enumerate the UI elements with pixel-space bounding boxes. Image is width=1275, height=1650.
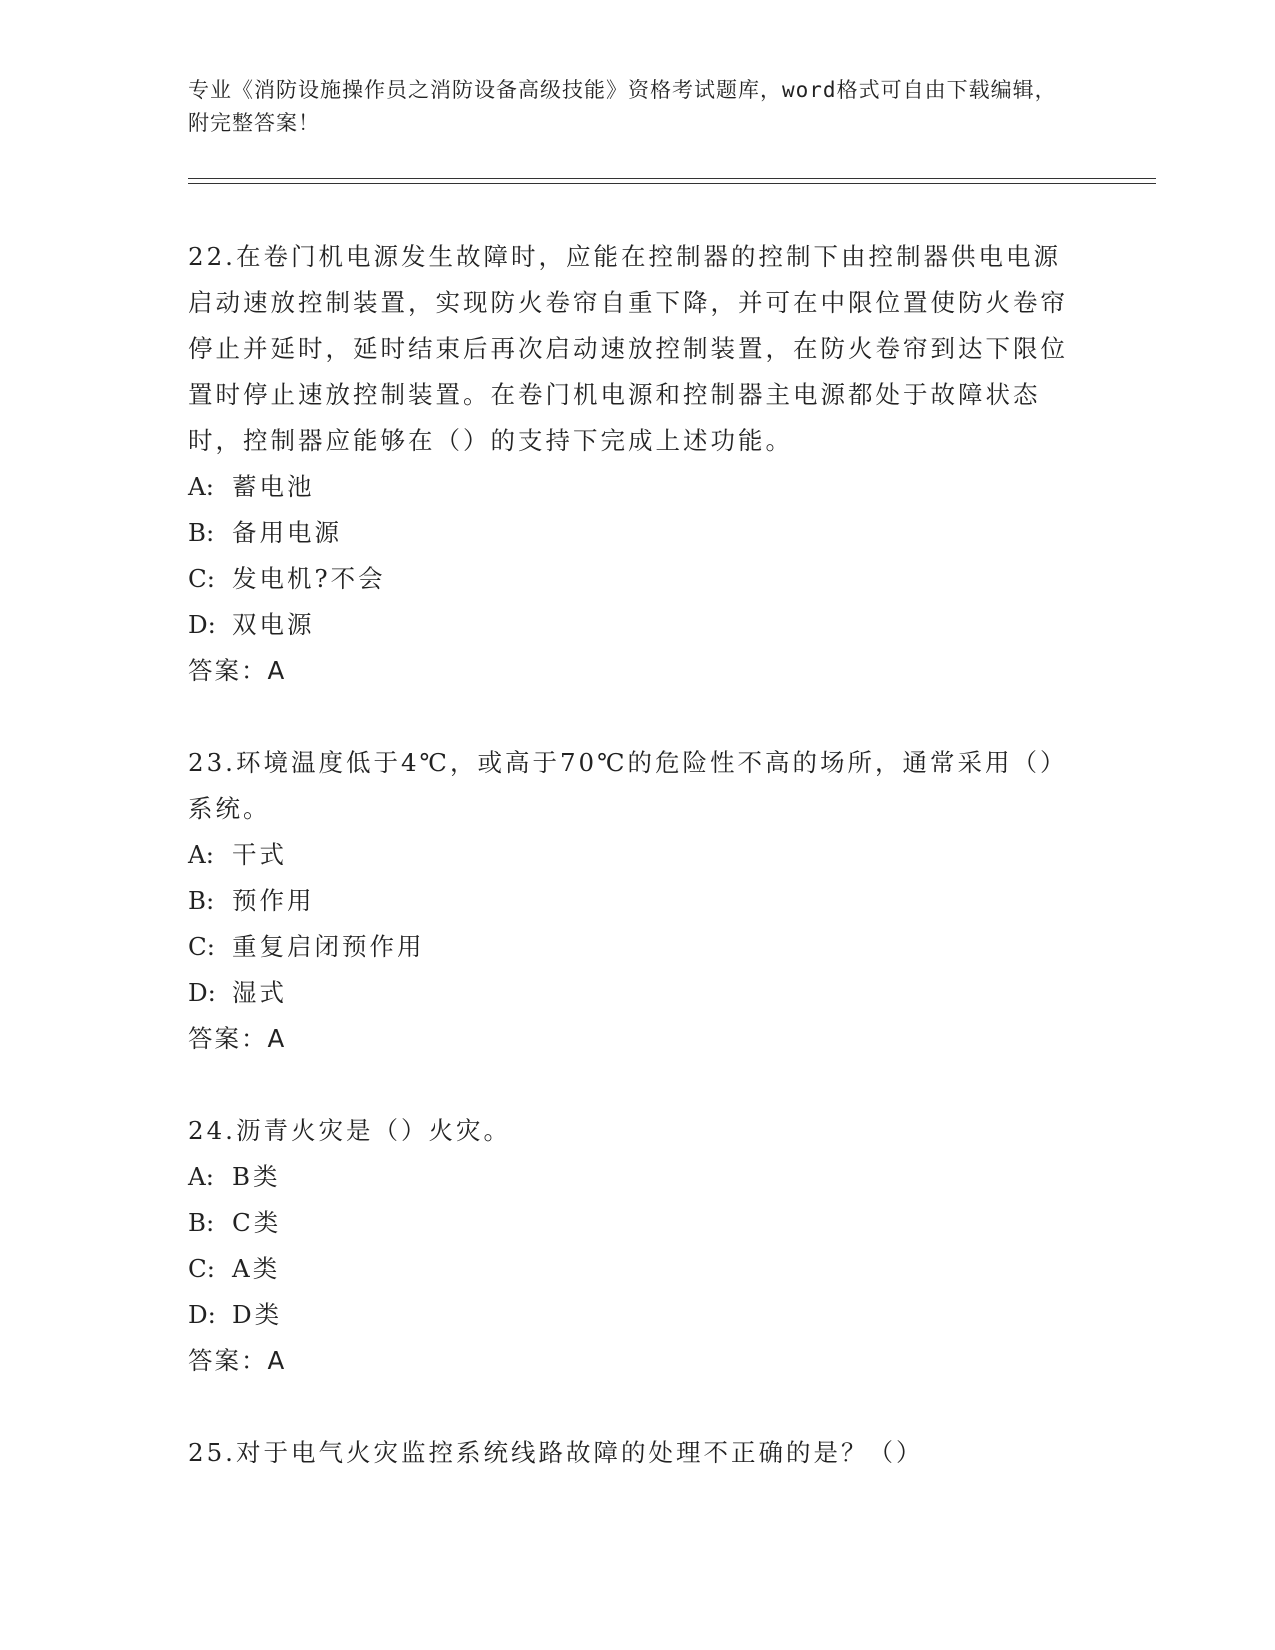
- option-text: 湿式: [232, 978, 287, 1007]
- header-divider-bottom: [188, 183, 1156, 184]
- header-divider-top: [188, 178, 1156, 179]
- option-letter: D:: [188, 610, 216, 639]
- option-text: 干式: [232, 840, 287, 869]
- option-letter: A:: [188, 840, 214, 869]
- option-d: [188, 602, 1078, 648]
- option-text: A类: [232, 1254, 281, 1283]
- answer-line: 答案：A: [188, 1024, 287, 1053]
- option-letter: C:: [188, 564, 216, 593]
- option-text: 备用电源: [232, 518, 342, 547]
- question-list: [188, 234, 1078, 1522]
- option-letter: D:: [188, 1300, 216, 1329]
- option-c: [188, 1246, 1078, 1292]
- option-letter: B:: [188, 1208, 215, 1237]
- option-text: D类: [232, 1300, 283, 1329]
- option-letter: A:: [188, 1162, 214, 1191]
- question-stem: 25.对于电气火灾监控系统线路故障的处理不正确的是？（）: [188, 1438, 924, 1467]
- option-text: C类: [232, 1208, 282, 1237]
- option-c: [188, 556, 1078, 602]
- option-b: [188, 878, 1078, 924]
- option-c: [188, 924, 1078, 970]
- question-23: [188, 740, 1078, 1062]
- option-letter: D:: [188, 978, 216, 1007]
- question-22: [188, 234, 1078, 694]
- option-text: 预作用: [232, 886, 315, 915]
- option-a: [188, 1154, 1078, 1200]
- question-stem: 23.环境温度低于4℃，或高于70℃的危险性不高的场所，通常采用（）系统。: [188, 748, 1068, 823]
- question-stem: 24.沥青火灾是（）火灾。: [188, 1116, 511, 1145]
- option-text: 双电源: [232, 610, 315, 639]
- question-25: [188, 1430, 1078, 1476]
- option-b: [188, 510, 1078, 556]
- option-letter: C:: [188, 932, 216, 961]
- answer-line: 答案：A: [188, 1346, 287, 1375]
- option-text: 蓄电池: [232, 472, 315, 501]
- option-text: 重复启闭预作用: [232, 932, 425, 961]
- option-letter: B:: [188, 518, 215, 547]
- option-text: B类: [232, 1162, 281, 1191]
- option-d: [188, 970, 1078, 1016]
- option-a: [188, 464, 1078, 510]
- answer-line: 答案：A: [188, 656, 287, 685]
- option-d: [188, 1292, 1078, 1338]
- option-a: [188, 832, 1078, 878]
- option-letter: B:: [188, 886, 215, 915]
- option-letter: C:: [188, 1254, 216, 1283]
- option-b: [188, 1200, 1078, 1246]
- question-stem: 22.在卷门机电源发生故障时，应能在控制器的控制下由控制器供电电源启动速放控制装置，实现防火卷帘自重下降，并可在中限位置使防火卷帘停止并延时，延时结束后再次启动速放控制装置，在防火卷帘到达下限位置时停止速放控制装置。在卷门机电源和控制器主电源都处于故障状态时，控制器应能够在（）的支持下完成上述功能。: [188, 242, 1068, 455]
- document-header: 专业《消防设施操作员之消防设备高级技能》资格考试题库，word格式可自由下载编辑，附完整答案！: [188, 78, 1057, 135]
- question-24: [188, 1108, 1078, 1384]
- option-text: 发电机?不会: [232, 564, 386, 593]
- option-letter: A:: [188, 472, 214, 501]
